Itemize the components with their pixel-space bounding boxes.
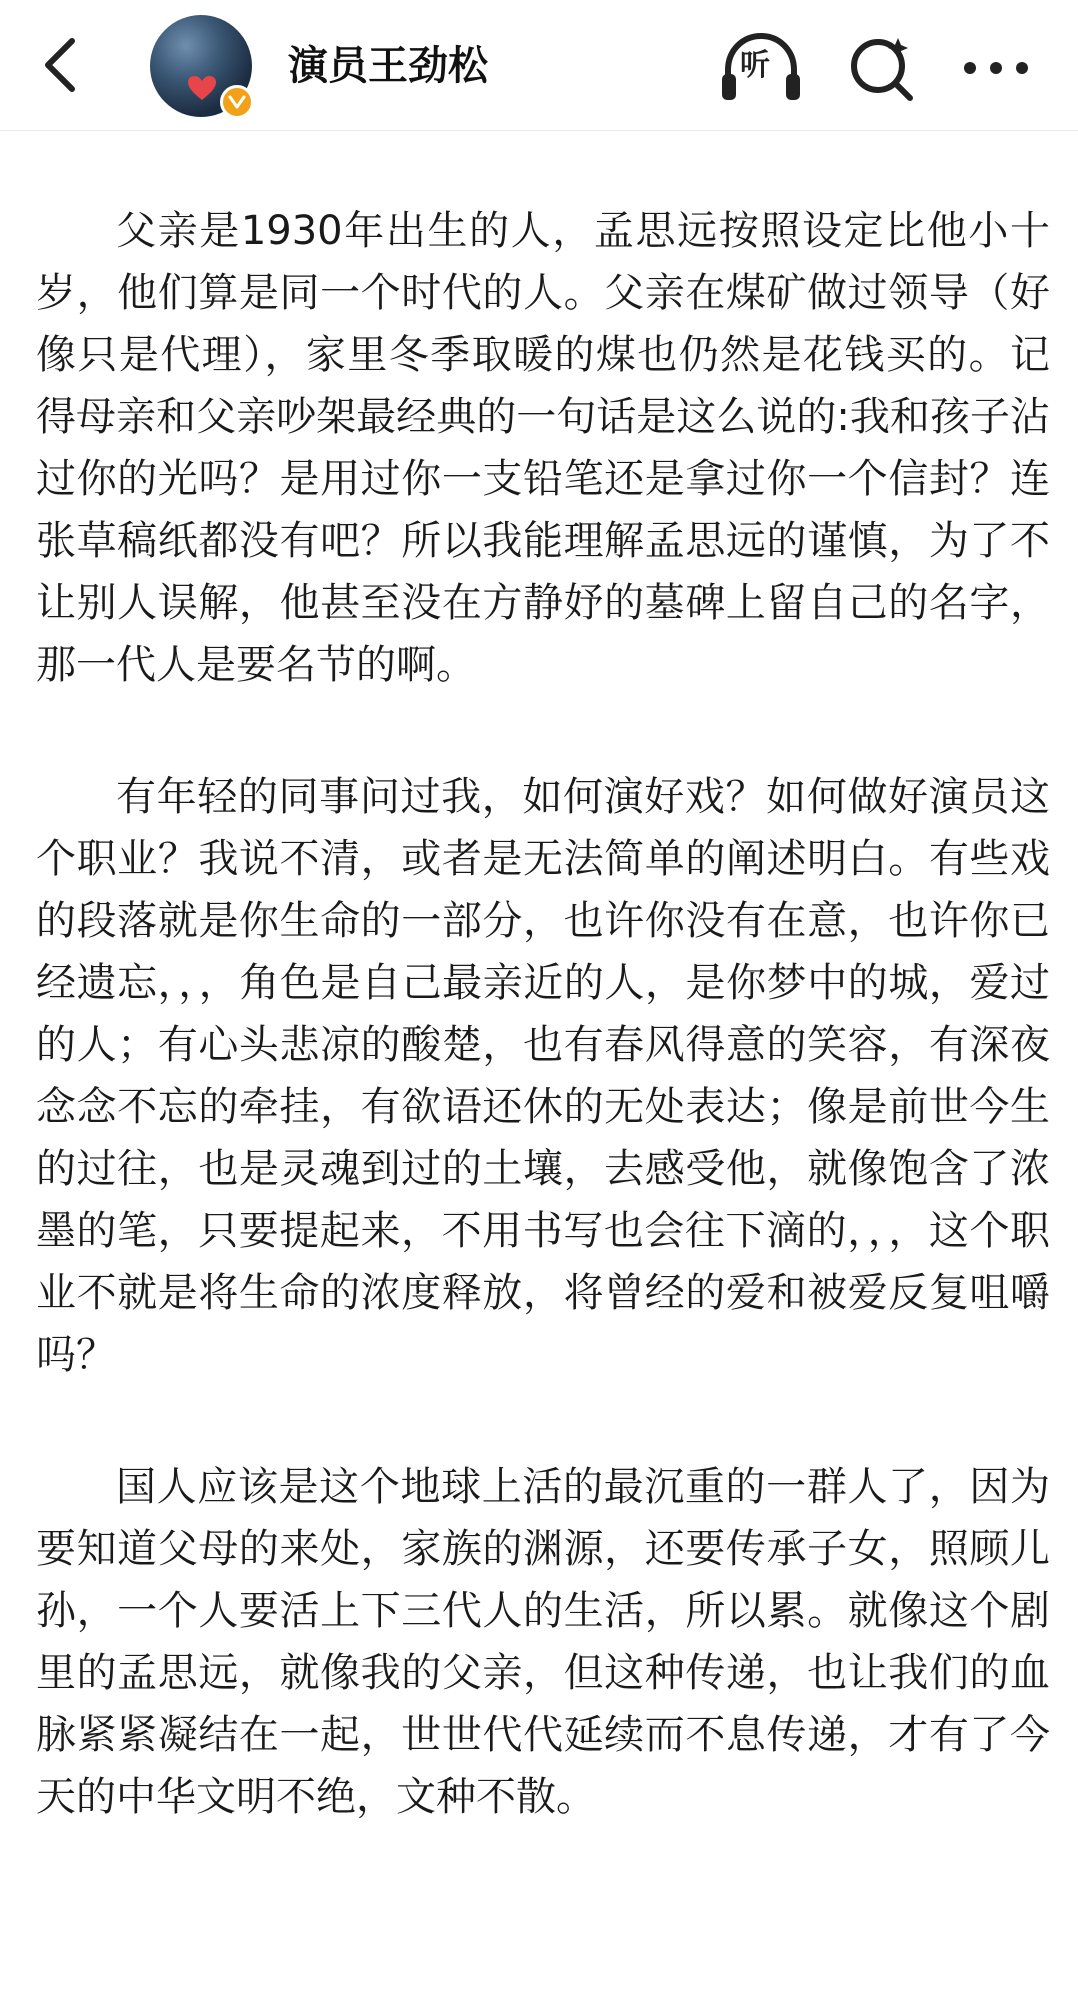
heart-icon: [187, 75, 217, 101]
back-arrow-icon: [40, 35, 80, 95]
article-paragraph-1: 父亲是1930年出生的人，孟思远按照设定比他小十岁，他们算是同一个时代的人。父亲在煤矿做过领导（好像只是代理），家里冬季取暖的煤也仍然是花钱买的。记得母亲和父亲吵架最经典的一句话是这么说的:我和孩子沾过你的光吗？是用过你一支铅笔还是拿过你一个信封？连张草稿纸都没有吧？所以我能理解孟思远的谨慎，为了不让别人误解，他甚至没在方静妤的墓碑上留自己的名字，那一代人是要名节的啊。: [36, 208, 1050, 688]
verified-badge-icon: [220, 85, 254, 119]
back-button[interactable]: [30, 30, 90, 100]
search-icon: [846, 30, 916, 106]
article-body: [36, 98, 1050, 1828]
listen-label: 听: [740, 48, 770, 83]
article-paragraph-3: 国人应该是这个地球上活的最沉重的一群人了，因为要知道父母的来处，家族的渊源，还要传承子女，照顾儿孙，一个人要活上下三代人的生活，所以累。就像这个剧里的孟思远，就像我的父亲，但这种传递，也让我们的血脉紧紧凝结在一起，世世代代延续而不息传递，才有了今天的中华文明不绝，文种不散。: [36, 1464, 1050, 1820]
search-button[interactable]: [846, 30, 916, 106]
top-navigation-bar: [0, 0, 1078, 131]
article-paragraph-2: 有年轻的同事问过我，如何演好戏？如何做好演员这个职业？我说不清，或者是无法简单的阐述明白。有些戏的段落就是你生命的一部分，也许你没有在意，也许你已经遗忘，，，角色是自己最亲近的人，是你梦中的城，爱过的人；有心头悲凉的酸楚，也有春风得意的笑容，有深夜念念不忘的牵挂，有欲语还休的无处表达；像是前世今生的过往，也是灵魂到过的土壤，去感受他，就像饱含了浓墨的笔，只要提起来，不用书写也会往下滴的，，，这个职业不就是将生命的浓度释放，将曾经的爱和被爱反复咀嚼吗？: [36, 774, 1050, 1378]
avatar[interactable]: [150, 15, 252, 117]
more-dots-icon: [956, 40, 1036, 96]
listen-button[interactable]: [718, 30, 804, 106]
account-name[interactable]: 演员王劲松: [288, 43, 488, 89]
more-options-button[interactable]: [956, 40, 1036, 96]
